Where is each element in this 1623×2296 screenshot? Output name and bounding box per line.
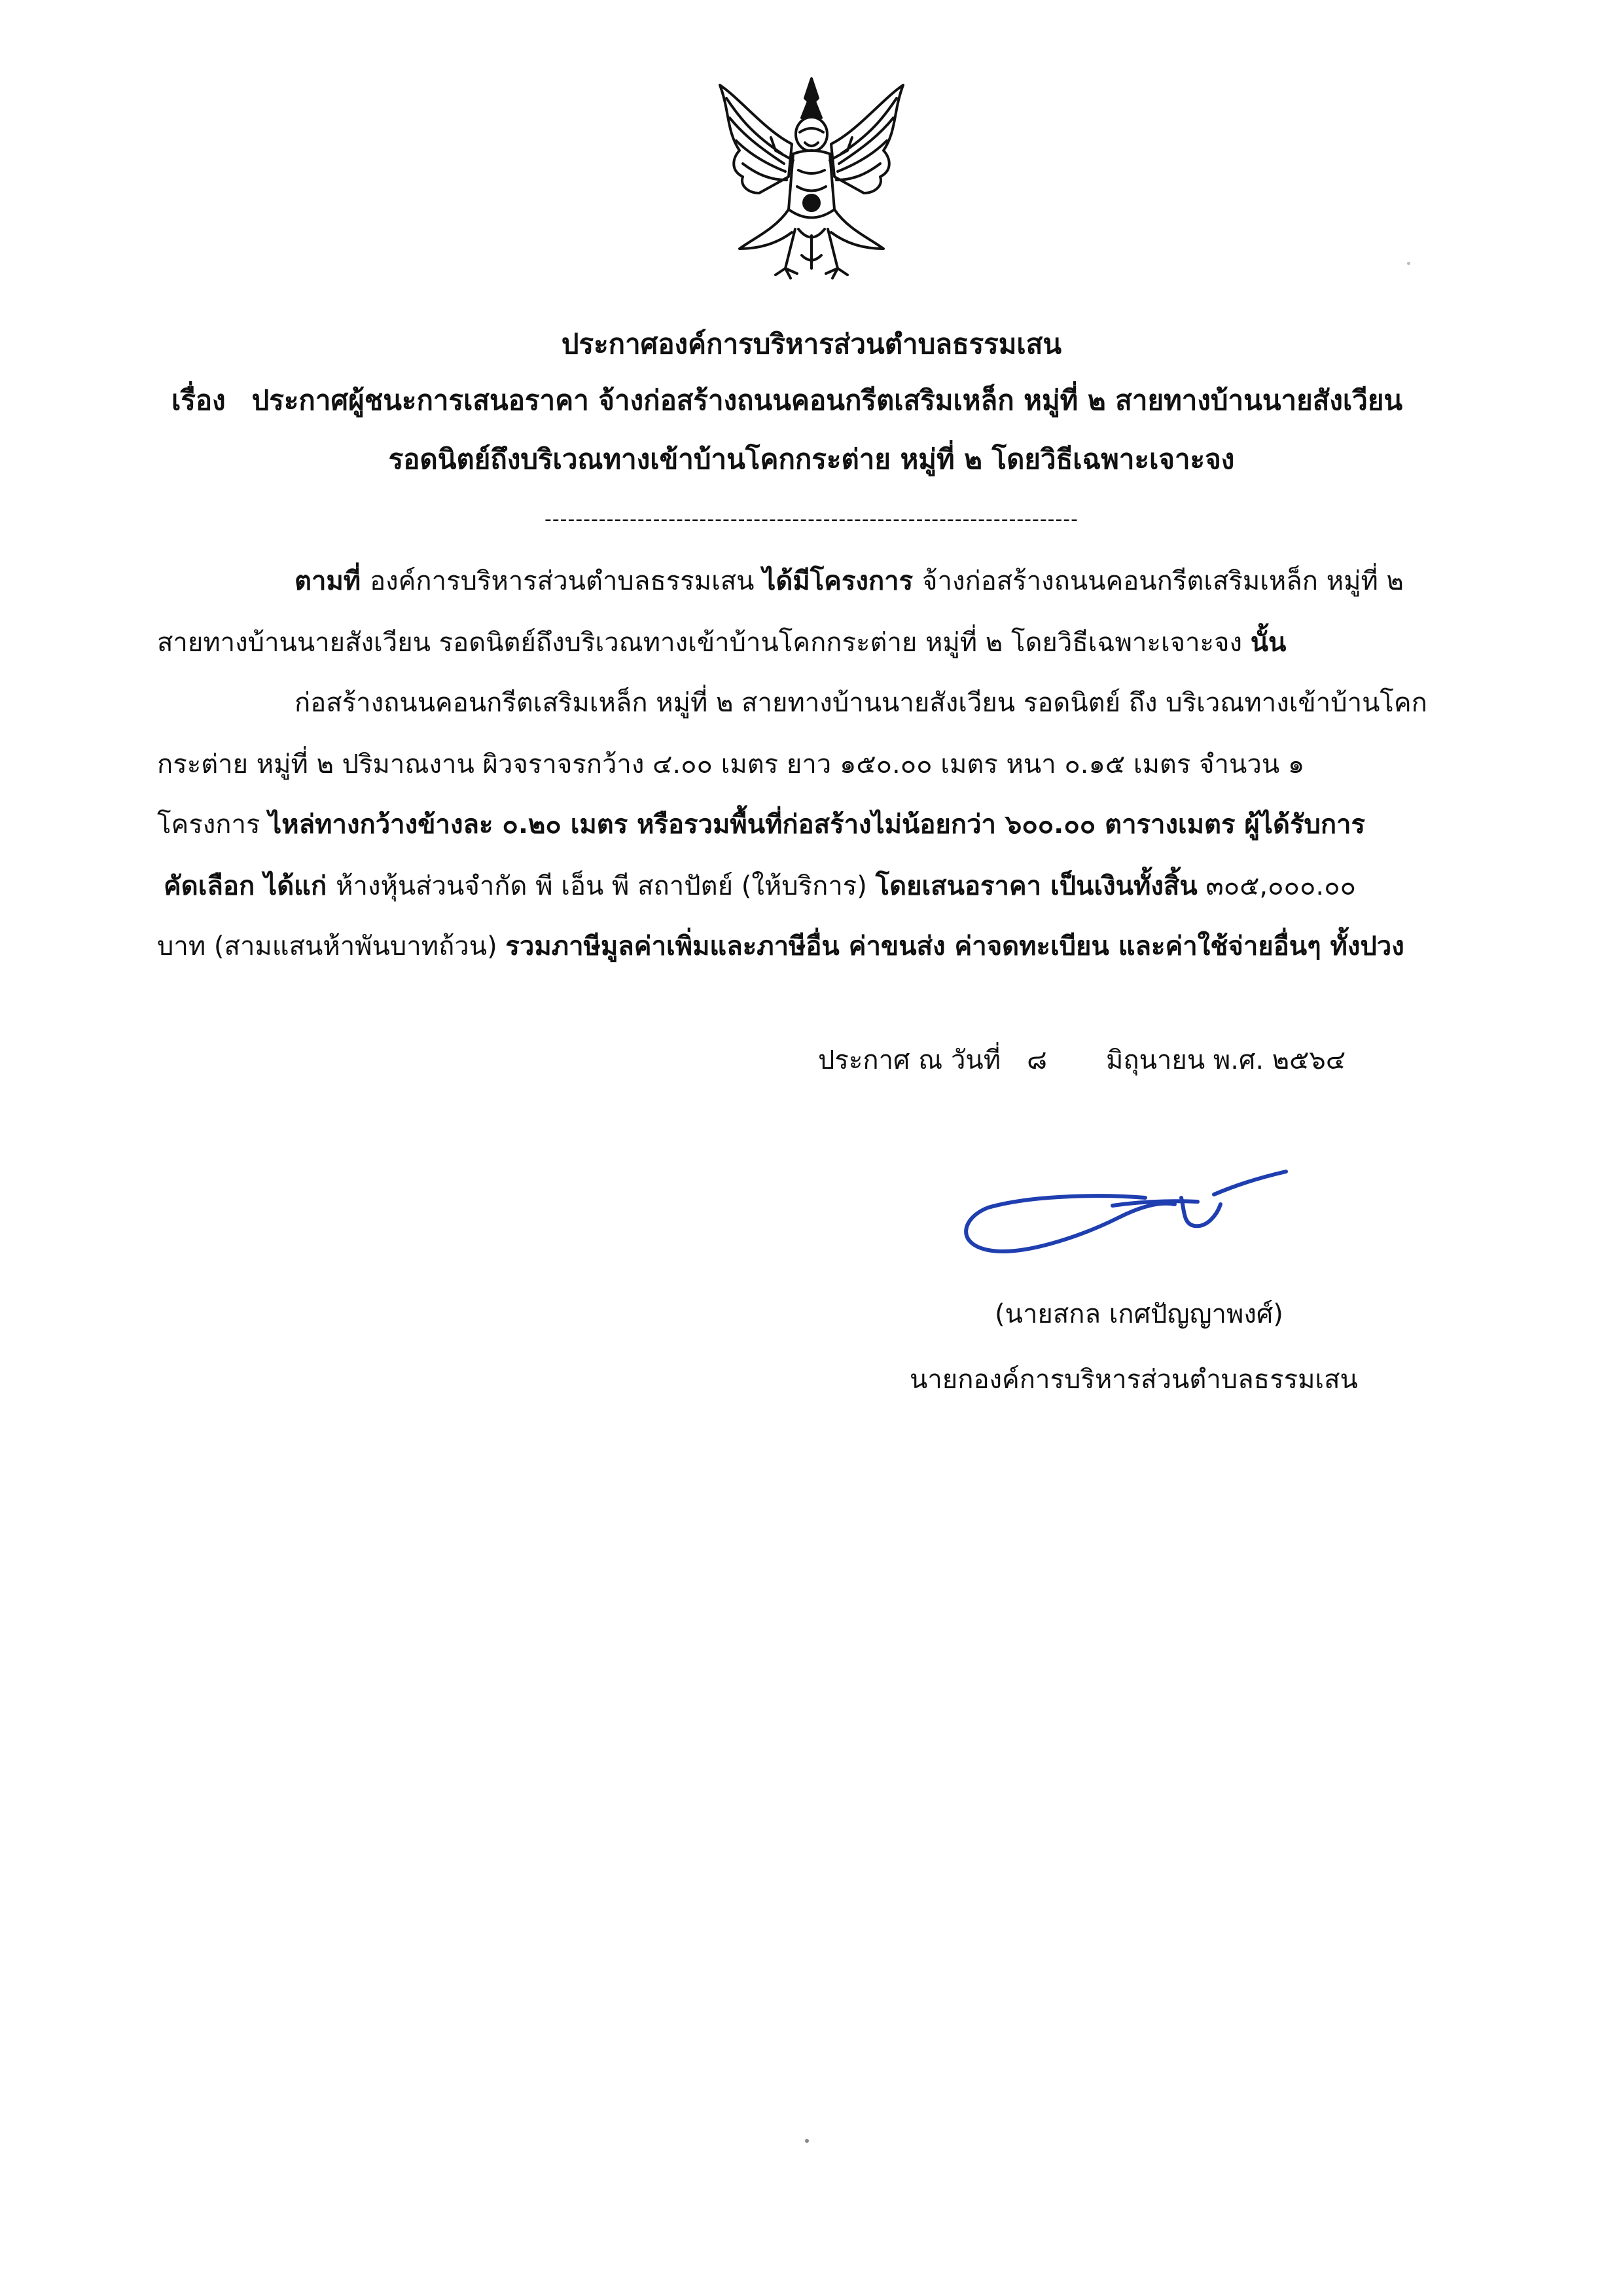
text-segment: กระต่าย หมู่ที่ ๒ ปริมาณงาน ผิวจราจรกว้าง ๔.๐๐ เมตร ยาว ๑๕๐.๐๐ เมตร หนา ๐.๑๕ เมตร จำนวน ๑ — [157, 749, 1305, 780]
body-line-7 — [157, 928, 1404, 965]
body-line-5 — [157, 806, 1365, 843]
text-segment: คัดเลือก ได้แก่ — [164, 871, 336, 901]
date-line — [818, 1042, 1346, 1079]
signer-position: นายกองค์การบริหารส่วนตำบลธรรมเสน — [910, 1365, 1358, 1395]
subject-line-2: รอดนิตย์ถึงบริเวณทางเข้าบ้านโคกกระต่าย หมู่ที่ ๒ โดยวิธีเฉพาะเจาะจง — [388, 443, 1235, 475]
text-segment: ไหล่ทางกว้างข้างละ ๐.๒๐ เมตร หรือรวมพื้นที่ก่อสร้างไม่น้อยกว่า ๖๐๐.๐๐ ตารางเมตร ผู้ได้รับการ — [268, 810, 1365, 840]
signer-name: (นายสกล เกศปัญญาพงศ์) — [995, 1299, 1283, 1329]
text-segment: ได้มีโครงการ — [762, 566, 923, 596]
text-segment: จ้างก่อสร้างถนนคอนกรีตเสริมเหล็ก หมู่ที่ ๒ — [922, 566, 1404, 596]
subject-line-1 — [171, 382, 1402, 419]
subject-label: เรื่อง — [171, 384, 226, 416]
body-line-6 — [164, 868, 1356, 905]
scan-speck — [1407, 262, 1410, 265]
subject-text-1: ประกาศผู้ชนะการเสนอราคา จ้างก่อสร้างถนนคอนกรีตเสริมเหล็ก หมู่ที่ ๒ สายทางบ้านนายสังเวียน — [251, 384, 1403, 416]
text-segment: โครงการ — [157, 810, 269, 840]
text-segment: นั้น — [1250, 628, 1287, 658]
text-segment: ๓๐๕,๐๐๐.๐๐ — [1197, 871, 1356, 901]
signature-image — [949, 1158, 1289, 1263]
text-segment: ตามที่ — [294, 566, 370, 596]
document-title: ประกาศองค์การบริหารส่วนตำบลธรรมเสน — [561, 328, 1062, 360]
body-line-1 — [294, 563, 1404, 600]
date-prefix: ประกาศ ณ วันที่ — [818, 1045, 1001, 1075]
divider: --------------------------------------------------------------------- — [544, 508, 1079, 531]
scan-speck — [805, 2139, 809, 2143]
text-segment: บาท (สามแสนห้าพันบาทถ้วน) — [157, 931, 506, 961]
date-month-year: มิถุนายน พ.ศ. ๒๕๖๔ — [1106, 1045, 1346, 1075]
garuda-emblem-icon — [713, 72, 910, 288]
date-day: ๘ — [1027, 1045, 1047, 1075]
text-segment: รวมภาษีมูลค่าเพิ่มและภาษีอื่น ค่าขนส่ง ค่าจดทะเบียน และค่าใช้จ่ายอื่นๆ ทั้งปวง — [505, 931, 1404, 961]
text-segment: องค์การบริหารส่วนตำบลธรรมเสน — [370, 566, 763, 596]
text-segment: ก่อสร้างถนนคอนกรีตเสริมเหล็ก หมู่ที่ ๒ สายทางบ้านนายสังเวียน รอดนิตย์ ถึง บริเวณทางเข้าบ้านโคก — [294, 688, 1427, 718]
body-line-2 — [157, 624, 1286, 661]
text-segment: ห้างหุ้นส่วนจำกัด พี เอ็น พี สถาปัตย์ (ให้บริการ) — [336, 871, 876, 901]
body-line-4 — [157, 746, 1304, 783]
text-segment: โดยเสนอราคา เป็นเงินทั้งสิ้น — [875, 871, 1198, 901]
text-segment: สายทางบ้านนายสังเวียน รอดนิตย์ถึงบริเวณทางเข้าบ้านโคกกระต่าย หมู่ที่ ๒ โดยวิธีเฉพาะเจาะจง — [157, 628, 1251, 658]
body-line-3 — [294, 685, 1427, 721]
